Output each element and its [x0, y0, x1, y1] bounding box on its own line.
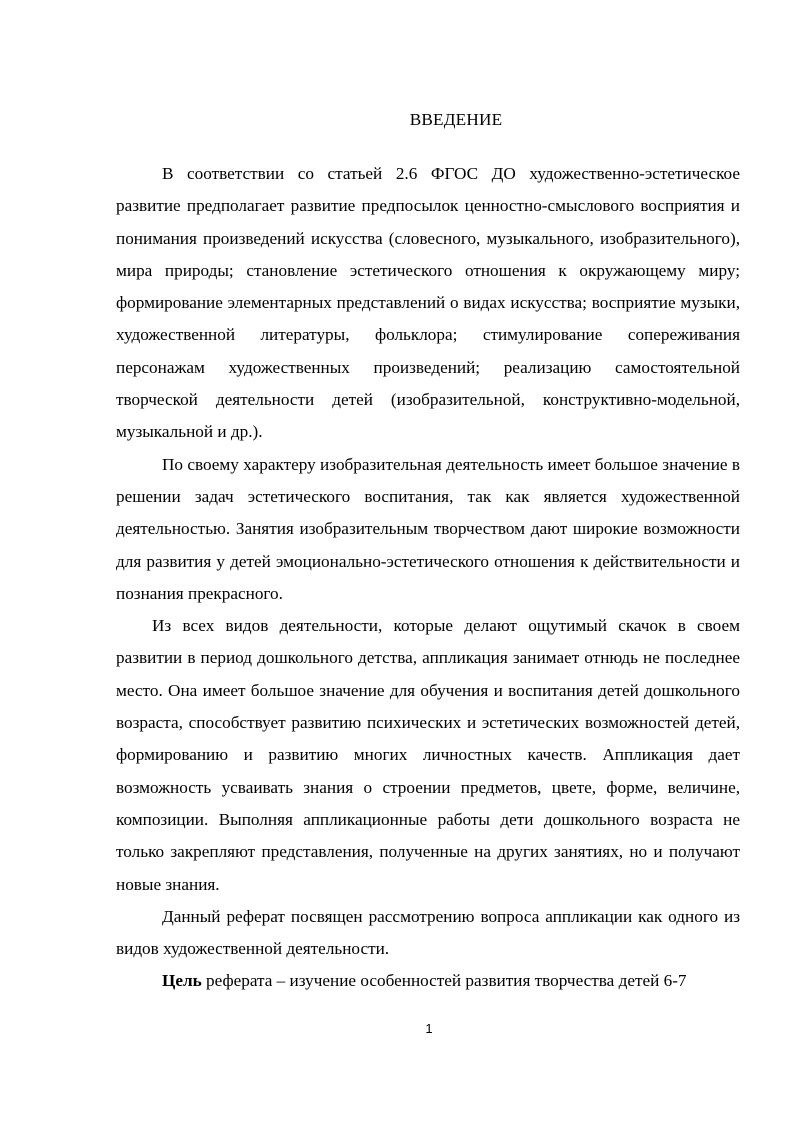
goal-text: реферата – изучение особенностей развития творчества детей 6-7 — [201, 971, 687, 991]
paragraph-fgos: В соответствии со статьей 2.6 ФГОС ДО художественно-эстетическое развитие предполагает развитие предпосылок ценностно-смыслового восприятия и понимания произведений искусства (словесного, музыкального, изобразительного), мира природы; становление эстетического отношения к окружающему миру; формирование элементарных представлений о видах искусства; восприятие музыки, художественной литературы, фольклора; стимулирование сопереживания персонажам художественных произведений; реализацию самостоятельной творческой деятельности детей (изобразительной, конструктивно-модельной, музыкальной и др.). — [116, 164, 740, 442]
paragraph-character: По своему характеру изобразительная деятельность имеет большое значение в решении задач эстетического воспитания, так как является художественной деятельностью. Занятия изобразительным творчеством дают широкие возможности для развития у детей эмоционально-эстетического отношения к действительности и познания прекрасного. — [116, 454, 740, 603]
page-title: ВВЕДЕНИЕ — [409, 110, 503, 129]
paragraph-topic: Данный реферат посвящен рассмотрению вопроса аппликации как одного из видов художественной деятельности. — [116, 906, 740, 959]
paragraph-goal — [116, 965, 740, 997]
page-number: 1 — [425, 1021, 433, 1036]
goal-label: Цель — [162, 971, 202, 991]
paragraph-applique: Из всех видов деятельности, которые делают ощутимый скачок в своем развитии в период дошкольного детства, аппликация занимает отнюдь не последнее место. Она имеет большое значение для обучения и воспитания детей дошкольного возраста, способствует развитию психических и эстетических возможностей детей, формированию и развитию многих личностных качеств. Аппликация дает возможность усваивать знания о строении предметов, цвете, форме, величине, композиции. Выполняя аппликационные работы дети дошкольного возраста не только закрепляют представления, полученные на других занятиях, но и получают новые знания. — [116, 616, 740, 894]
document-body — [116, 158, 740, 998]
